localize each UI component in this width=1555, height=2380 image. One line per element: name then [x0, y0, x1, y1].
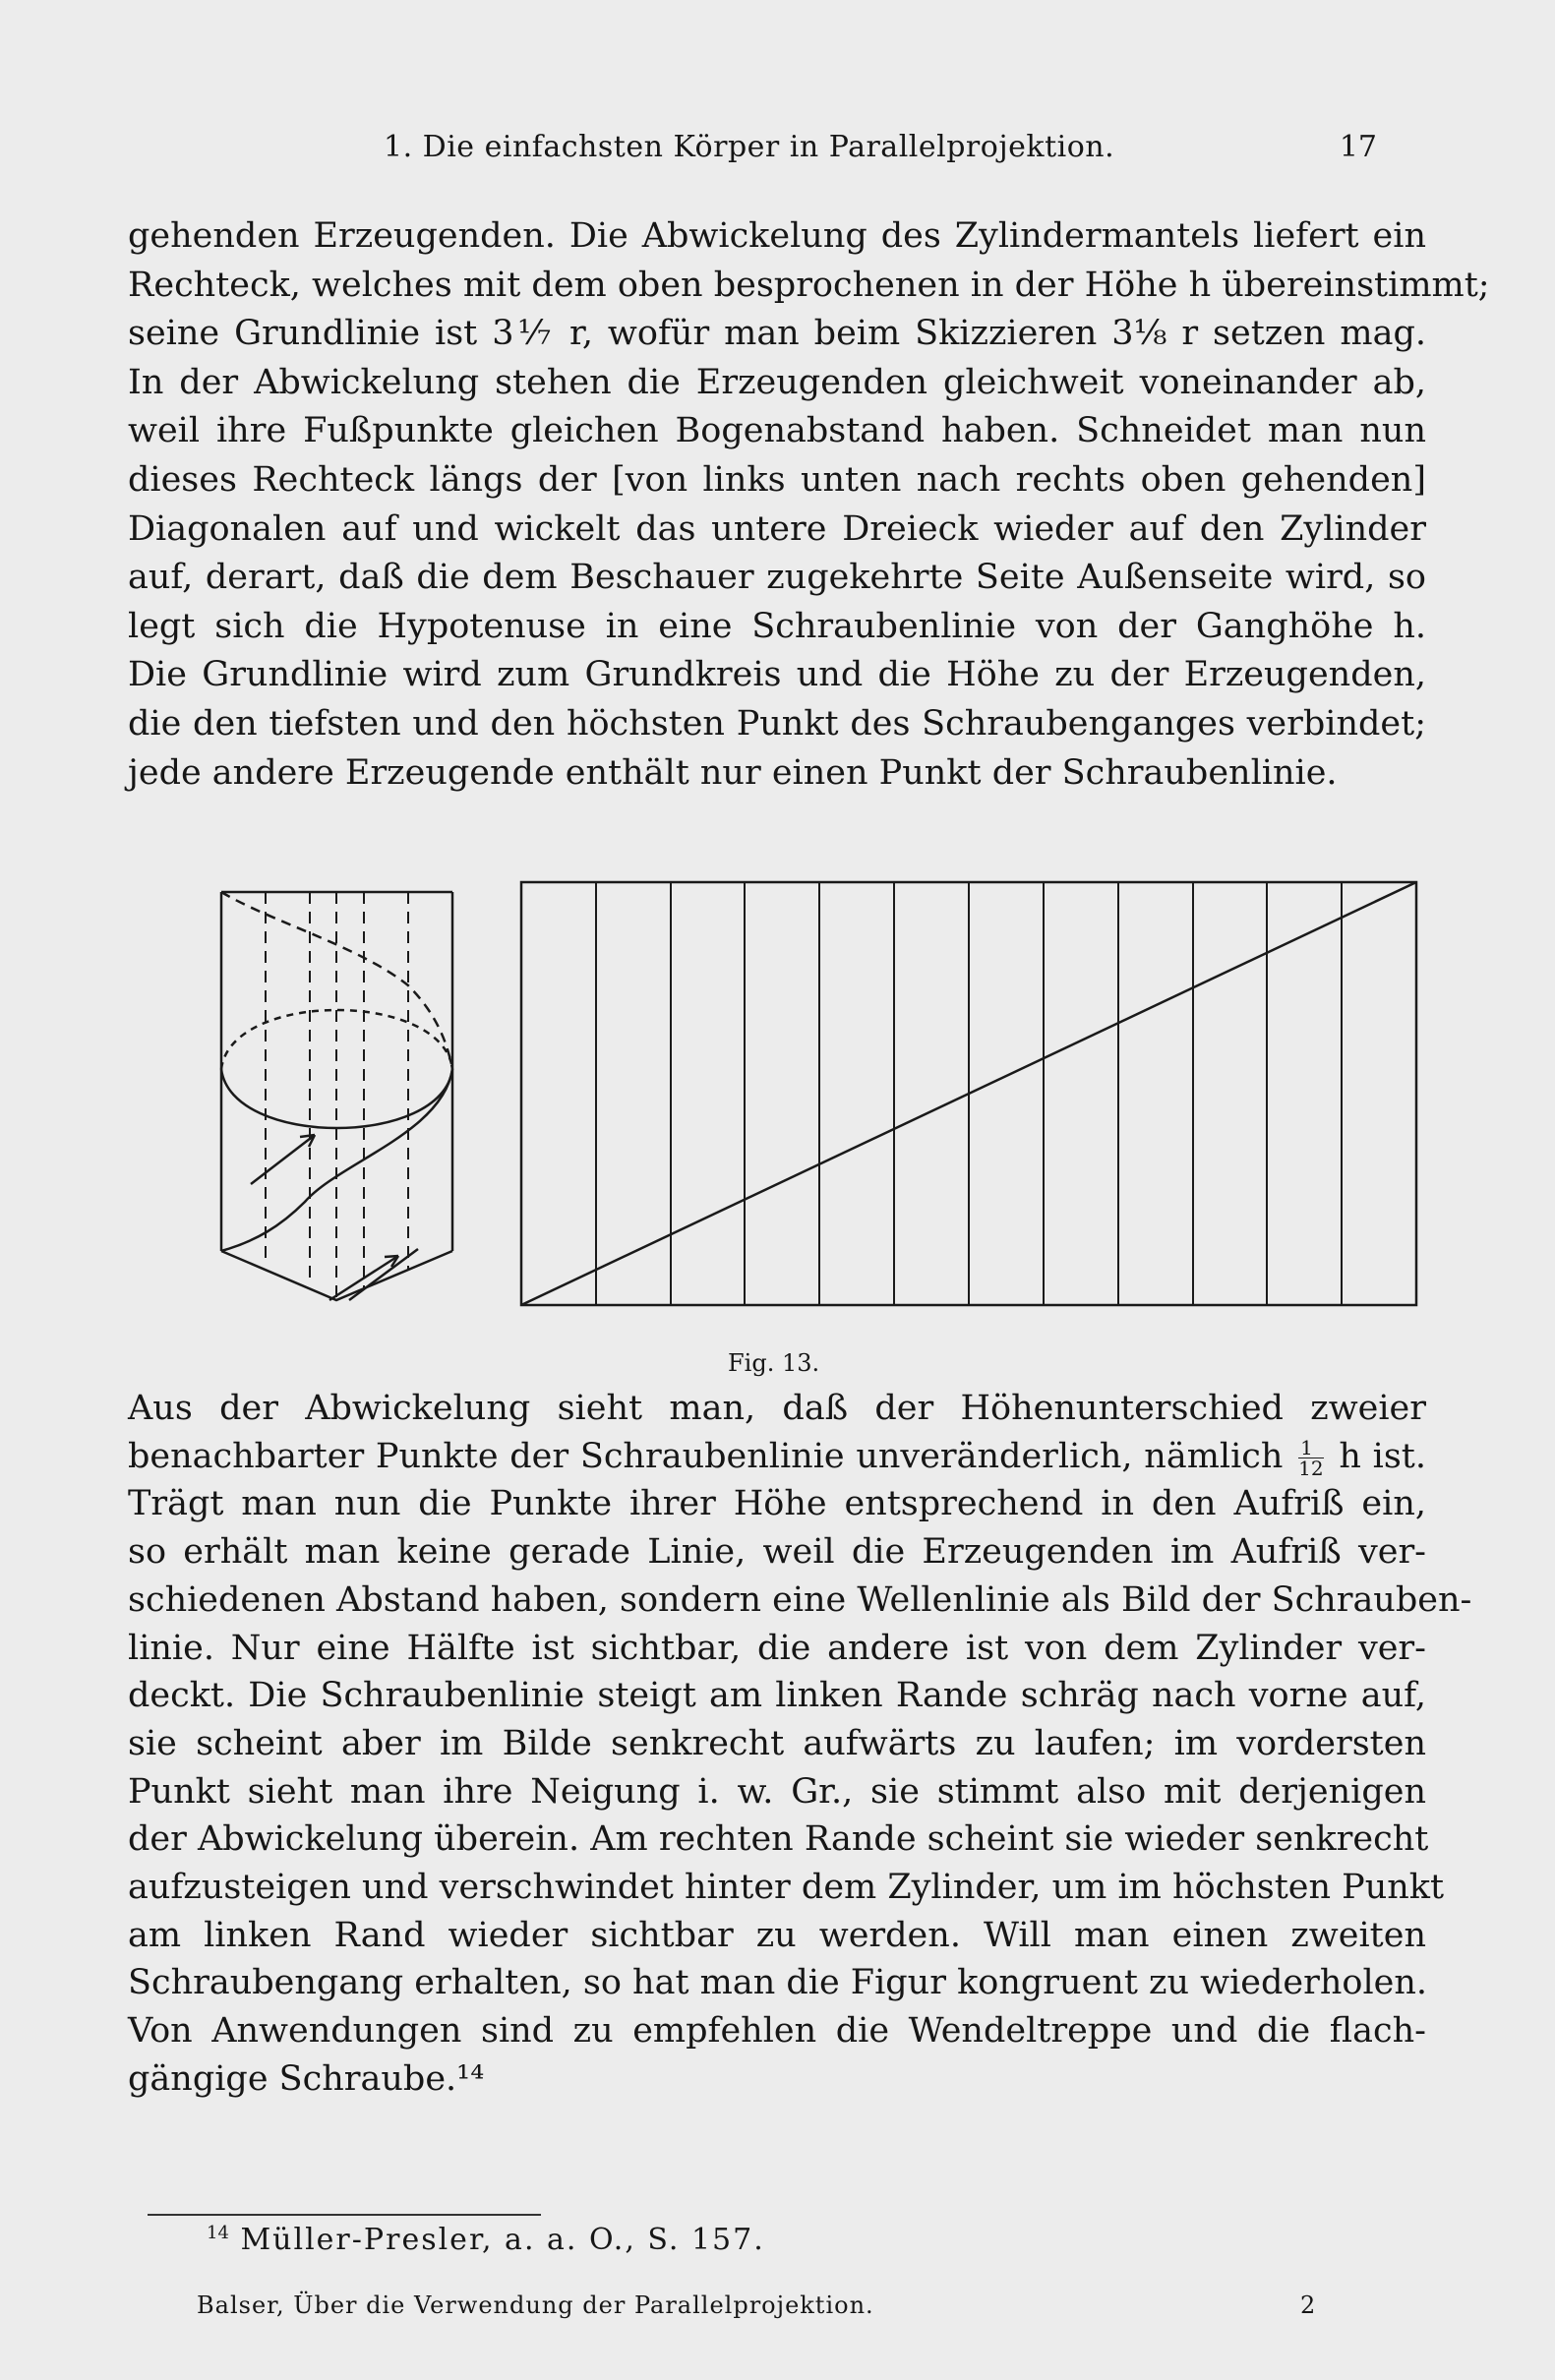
text-line: schiedenen Abstand haben, sondern eine Wellenlinie als Bild der Schrauben-: [128, 1579, 1472, 1620]
text-line: Aus der Abwickelung sieht man, daß der Höhenunterschied zweier: [128, 1389, 1426, 1428]
running-header: [384, 130, 1377, 169]
tangent-arrow: [251, 1135, 315, 1184]
text-line: so erhält man keine gerade Linie, weil die Erzeugenden im Aufriß ver-: [128, 1532, 1426, 1573]
text-line: am linken Rand wieder sichtbar zu werden. Will man einen zweiten: [128, 1915, 1426, 1955]
fraction-numerator: 1: [1298, 1438, 1323, 1458]
figure-drawing: [211, 877, 1421, 1330]
text-line: auf, derart, daß die dem Beschauer zugekehrte Seite Außenseite wird, so: [128, 558, 1426, 598]
text-segment: benachbarter Punkte der Schraubenlinie unveränderlich, nämlich: [128, 1436, 1284, 1476]
footnote-marker: 14: [207, 2223, 229, 2243]
development-generators: [596, 882, 1342, 1305]
text-segment: h ist.: [1339, 1436, 1426, 1476]
text-line: Rechteck, welches mit dem oben besprochenen in der Höhe h übereinstimmt;: [128, 265, 1490, 305]
printer-signature: Balser, Über die Verwendung der Parallelprojektion.: [197, 2291, 874, 2319]
text-line: Diagonalen auf und wickelt das untere Dreieck wieder auf den Zylinder: [128, 508, 1426, 549]
text-line: der Abwickelung überein. Am rechten Rande scheint sie wieder senkrecht: [128, 1819, 1429, 1860]
text-line-with-fraction: [128, 1435, 1426, 1480]
footnote-rule: [148, 2214, 541, 2216]
text-line: Die Grundlinie wird zum Grundkreis und die Höhe zu der Erzeugenden,: [128, 655, 1426, 695]
text-line: In der Abwickelung stehen die Erzeugenden gleichweit voneinander ab,: [128, 362, 1426, 402]
text-line: legt sich die Hypotenuse in eine Schraubenlinie von der Ganghöhe h.: [128, 606, 1426, 646]
text-line: die den tiefsten und den höchsten Punkt des Schraubenganges verbindet;: [128, 704, 1426, 744]
fraction-denominator: 12: [1298, 1456, 1324, 1480]
text-line: Von Anwendungen sind zu empfehlen die Wendeltreppe und die flach-: [128, 2011, 1426, 2052]
text-line: jede andere Erzeugende enthält nur einen Punkt der Schraubenlinie.: [128, 752, 1338, 793]
header-title: 1. Die einfachsten Körper in Parallelprojektion.: [384, 130, 1115, 164]
text-line: Punkt sieht man ihre Neigung i. w. Gr., sie stimmt also mit derjenigen: [128, 1771, 1426, 1812]
text-line: seine Grundlinie ist 3⅐ r, wofür man beim Skizzieren 3⅛ r setzen mag.: [128, 314, 1426, 354]
text-line: deckt. Die Schraubenlinie steigt am linken Rande schräg nach vorne auf,: [128, 1676, 1426, 1716]
footnote-text: Müller-Presler, a. a. O., S. 157.: [240, 2223, 765, 2257]
text-line: gehenden Erzeugenden. Die Abwickelung des Zylindermantels liefert ein: [128, 216, 1426, 256]
cylinder-generators: [266, 892, 408, 1300]
text-line: linie. Nur eine Hälfte ist sichtbar, die andere ist von dem Zylinder ver-: [128, 1628, 1426, 1668]
text-line: aufzusteigen und verschwindet hinter dem Zylinder, um im höchsten Punkt: [128, 1868, 1445, 1907]
text-line: sie scheint aber im Bilde senkrecht aufwärts zu laufen; im vordersten: [128, 1723, 1426, 1763]
footnote: [207, 2223, 765, 2257]
page-number: 17: [1339, 130, 1377, 164]
figure-caption: Fig. 13.: [728, 1349, 820, 1377]
fraction-one-twelfth: [1298, 1435, 1324, 1480]
figure-13: [211, 877, 1421, 1330]
text-line: dieses Rechteck längs der [von links unten nach rechts oben gehenden]: [128, 460, 1426, 500]
arrow-head: [385, 1256, 398, 1257]
text-line: Schraubengang erhalten, so hat man die Figur kongruent zu wiederholen.: [128, 1963, 1428, 2003]
text-line: gängige Schraube.¹⁴: [128, 2058, 485, 2099]
text-line: weil ihre Fußpunkte gleichen Bogenabstand haben. Schneidet man nun: [128, 411, 1426, 451]
text-line: Trägt man nun die Punkte ihrer Höhe entsprechend in den Aufriß ein,: [128, 1484, 1426, 1524]
sheet-number: 2: [1300, 2291, 1316, 2319]
